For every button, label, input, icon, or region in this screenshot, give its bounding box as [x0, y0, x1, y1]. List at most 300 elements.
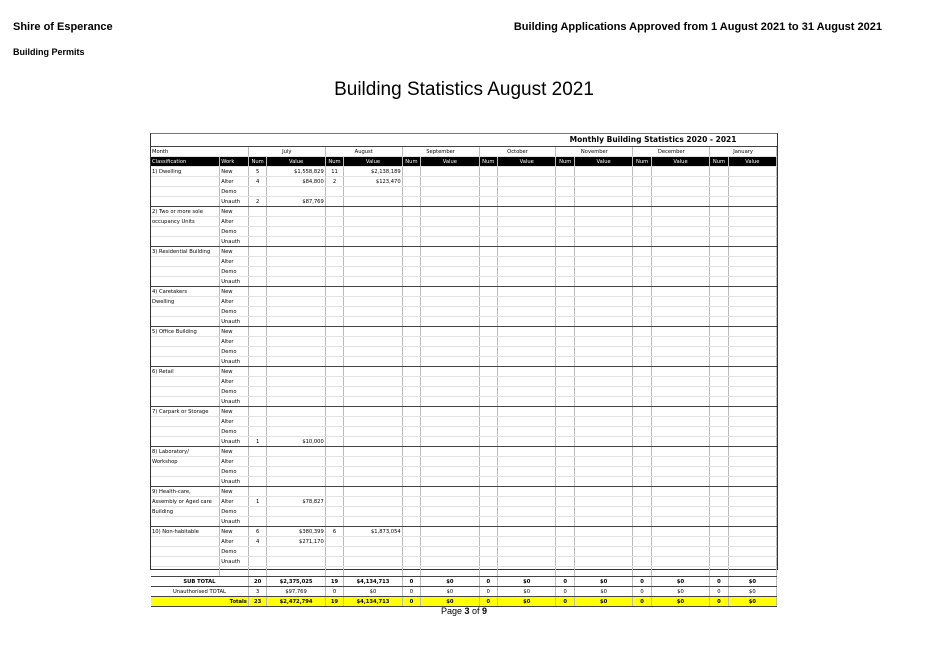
classification-cell	[151, 547, 220, 557]
value-cell	[651, 537, 709, 547]
value-cell: $0	[651, 587, 709, 597]
value-cell	[421, 217, 479, 227]
classification-cell	[151, 267, 220, 277]
value-cell	[267, 507, 325, 517]
table-row	[151, 337, 777, 347]
value-cell	[574, 507, 632, 517]
value-cell	[267, 247, 325, 257]
value-cell	[267, 237, 325, 247]
value-cell	[651, 397, 709, 407]
num-cell	[248, 367, 266, 377]
num-cell	[248, 207, 266, 217]
table-row	[151, 217, 777, 227]
num-cell	[402, 437, 420, 447]
value-cell	[574, 517, 632, 527]
value-cell: $2,138,189	[344, 167, 402, 177]
table-row	[151, 497, 777, 507]
value-cell	[651, 527, 709, 537]
value-cell	[498, 477, 556, 487]
num-cell	[710, 237, 728, 247]
work-cell: Unauth	[220, 277, 249, 287]
num-cell	[402, 407, 420, 417]
value-cell: $87,769	[267, 197, 325, 207]
num-cell	[479, 237, 497, 247]
value-cell	[498, 197, 556, 207]
num-cell: 0	[633, 587, 651, 597]
value-cell: $0	[498, 597, 556, 607]
value-cell	[344, 277, 402, 287]
num-cell	[710, 307, 728, 317]
num-cell	[633, 547, 651, 557]
value-cell	[574, 447, 632, 457]
num-cell	[402, 277, 420, 287]
month-name: July	[248, 147, 325, 157]
value-cell	[574, 477, 632, 487]
num-cell	[402, 457, 420, 467]
num-cell: 19	[325, 577, 343, 587]
value-cell	[651, 257, 709, 267]
value-cell	[344, 327, 402, 337]
num-cell	[325, 237, 343, 247]
value-cell	[421, 457, 479, 467]
num-header: Num	[325, 157, 343, 167]
value-cell	[651, 477, 709, 487]
value-cell	[344, 417, 402, 427]
num-cell	[633, 467, 651, 477]
num-cell	[402, 507, 420, 517]
num-cell	[402, 267, 420, 277]
table-row	[151, 367, 777, 377]
value-cell	[421, 387, 479, 397]
num-cell	[633, 247, 651, 257]
num-cell	[325, 327, 343, 337]
num-cell	[710, 437, 728, 447]
num-cell	[479, 337, 497, 347]
value-cell	[498, 557, 556, 567]
value-cell	[344, 437, 402, 447]
num-cell: 0	[633, 577, 651, 587]
num-cell	[325, 567, 343, 577]
num-cell	[479, 457, 497, 467]
value-cell: $0	[651, 597, 709, 607]
value-cell	[498, 327, 556, 337]
value-cell	[498, 227, 556, 237]
value-cell	[267, 487, 325, 497]
num-cell	[248, 307, 266, 317]
work-cell: New	[220, 247, 249, 257]
num-cell	[710, 367, 728, 377]
value-cell	[267, 407, 325, 417]
value-cell	[728, 487, 776, 497]
value-cell	[267, 547, 325, 557]
num-cell	[633, 197, 651, 207]
value-cell: $0	[421, 597, 479, 607]
num-cell	[633, 237, 651, 247]
num-cell: 0	[556, 587, 574, 597]
classification-cell	[151, 517, 220, 527]
num-cell	[479, 197, 497, 207]
value-cell	[421, 297, 479, 307]
value-cell	[498, 217, 556, 227]
value-cell	[574, 177, 632, 187]
num-cell: 5	[248, 167, 266, 177]
work-cell: Alter	[220, 177, 249, 187]
num-cell	[248, 427, 266, 437]
num-cell	[556, 517, 574, 527]
num-header: Num	[556, 157, 574, 167]
num-header: Num	[633, 157, 651, 167]
value-cell	[421, 567, 479, 577]
num-cell: 6	[325, 527, 343, 537]
table-row	[151, 167, 777, 177]
value-cell	[574, 427, 632, 437]
classification-cell	[151, 417, 220, 427]
value-cell	[728, 457, 776, 467]
classification-cell: 7) Carpark or Storage	[151, 407, 220, 417]
work-cell: Alter	[220, 217, 249, 227]
value-cell	[728, 427, 776, 437]
num-cell	[633, 277, 651, 287]
column-header-row	[151, 157, 777, 167]
num-cell	[710, 417, 728, 427]
num-cell	[402, 177, 420, 187]
value-cell	[344, 267, 402, 277]
num-cell	[556, 437, 574, 447]
value-cell	[421, 337, 479, 347]
table-row	[151, 257, 777, 267]
value-cell	[344, 247, 402, 257]
num-cell	[402, 237, 420, 247]
num-cell	[633, 387, 651, 397]
classification-cell: 9) Health-care,	[151, 487, 220, 497]
classification-cell: 2) Two or more sole	[151, 207, 220, 217]
value-cell	[421, 247, 479, 257]
num-cell	[479, 317, 497, 327]
work-cell: Unauth	[220, 237, 249, 247]
num-cell	[402, 227, 420, 237]
classification-cell	[151, 307, 220, 317]
value-cell	[421, 267, 479, 277]
value-cell	[421, 467, 479, 477]
value-cell	[574, 407, 632, 417]
work-cell: Unauth	[220, 437, 249, 447]
value-cell	[421, 307, 479, 317]
value-cell	[651, 217, 709, 227]
value-cell	[574, 387, 632, 397]
value-cell	[498, 207, 556, 217]
value-cell	[651, 287, 709, 297]
value-cell: $4,134,713	[344, 577, 402, 587]
num-cell	[633, 497, 651, 507]
value-cell	[728, 247, 776, 257]
num-cell	[402, 257, 420, 267]
sheet-banner: Monthly Building Statistics 2020 - 2021	[151, 134, 777, 147]
value-cell	[728, 357, 776, 367]
value-cell	[344, 557, 402, 567]
value-cell: $0	[498, 587, 556, 597]
classification-cell: Building	[151, 507, 220, 517]
num-cell	[479, 427, 497, 437]
classification-cell: 3) Residential Building	[151, 247, 220, 257]
num-cell	[325, 537, 343, 547]
value-cell	[728, 557, 776, 567]
num-cell	[402, 317, 420, 327]
table-row	[151, 517, 777, 527]
table-row	[151, 507, 777, 517]
num-cell	[402, 557, 420, 567]
num-cell	[325, 317, 343, 327]
value-cell	[267, 307, 325, 317]
num-cell	[402, 447, 420, 457]
num-cell	[710, 467, 728, 477]
num-cell	[248, 237, 266, 247]
num-cell	[479, 217, 497, 227]
num-cell	[479, 177, 497, 187]
table-row	[151, 527, 777, 537]
table-row	[151, 327, 777, 337]
num-cell	[402, 357, 420, 367]
num-cell	[248, 267, 266, 277]
num-cell	[710, 277, 728, 287]
value-cell	[498, 177, 556, 187]
table-row	[151, 417, 777, 427]
value-cell	[267, 467, 325, 477]
value-cell	[267, 447, 325, 457]
num-cell: 23	[248, 597, 266, 607]
table-row	[151, 457, 777, 467]
value-cell	[574, 567, 632, 577]
value-cell	[498, 267, 556, 277]
classification-cell	[151, 197, 220, 207]
table-row	[151, 377, 777, 387]
num-cell	[479, 307, 497, 317]
work-cell: Demo	[220, 467, 249, 477]
work-cell: New	[220, 447, 249, 457]
table-row	[151, 317, 777, 327]
value-cell: $0	[421, 577, 479, 587]
footer-of: of	[469, 606, 483, 616]
num-cell	[479, 347, 497, 357]
value-cell	[344, 317, 402, 327]
classification-cell	[151, 257, 220, 267]
value-cell: $0	[344, 587, 402, 597]
value-cell	[267, 327, 325, 337]
num-cell	[325, 467, 343, 477]
num-cell	[402, 477, 420, 487]
month-name: January	[710, 147, 777, 157]
value-cell	[421, 367, 479, 377]
num-cell	[325, 257, 343, 267]
work-cell: Demo	[220, 307, 249, 317]
value-cell	[421, 487, 479, 497]
value-cell	[651, 247, 709, 257]
num-cell	[325, 387, 343, 397]
num-cell	[556, 347, 574, 357]
value-cell	[728, 317, 776, 327]
value-cell	[267, 317, 325, 327]
value-cell	[728, 537, 776, 547]
value-cell	[728, 197, 776, 207]
num-cell	[710, 217, 728, 227]
num-cell	[248, 247, 266, 257]
num-cell	[710, 197, 728, 207]
value-cell	[728, 367, 776, 377]
value-cell	[267, 217, 325, 227]
num-cell	[710, 567, 728, 577]
classification-cell	[151, 537, 220, 547]
value-cell	[651, 487, 709, 497]
num-cell	[633, 447, 651, 457]
num-cell	[325, 417, 343, 427]
value-cell	[728, 187, 776, 197]
value-header: Value	[574, 157, 632, 167]
value-cell: $97,769	[267, 587, 325, 597]
value-cell	[344, 447, 402, 457]
num-cell	[556, 387, 574, 397]
value-cell	[344, 357, 402, 367]
work-cell	[220, 567, 249, 577]
num-cell	[556, 427, 574, 437]
value-cell	[651, 167, 709, 177]
num-cell	[710, 257, 728, 267]
num-cell	[248, 387, 266, 397]
value-cell	[574, 467, 632, 477]
num-cell	[710, 327, 728, 337]
num-cell	[710, 387, 728, 397]
value-cell	[344, 537, 402, 547]
value-cell	[574, 417, 632, 427]
num-cell: 4	[248, 177, 266, 187]
num-cell	[248, 347, 266, 357]
value-cell	[498, 367, 556, 377]
value-cell	[574, 327, 632, 337]
num-cell	[248, 377, 266, 387]
value-cell	[728, 547, 776, 557]
num-cell	[325, 287, 343, 297]
table-row	[151, 567, 777, 577]
month-header-row	[151, 147, 777, 157]
statistics-sheet	[150, 133, 778, 605]
num-cell	[325, 207, 343, 217]
num-cell	[402, 427, 420, 437]
num-cell: 2	[248, 197, 266, 207]
num-cell	[248, 517, 266, 527]
classification-header: Classification	[151, 157, 220, 167]
value-cell: $10,000	[267, 437, 325, 447]
table-row	[151, 247, 777, 257]
value-cell	[344, 377, 402, 387]
classification-cell	[151, 237, 220, 247]
num-cell	[479, 227, 497, 237]
work-cell: Unauth	[220, 197, 249, 207]
classification-cell: 5) Office Building	[151, 327, 220, 337]
value-cell	[421, 557, 479, 567]
classification-cell: 6) Retail	[151, 367, 220, 377]
work-cell: New	[220, 207, 249, 217]
num-cell	[710, 347, 728, 357]
table-row	[151, 187, 777, 197]
value-cell	[421, 507, 479, 517]
value-cell	[498, 397, 556, 407]
page-footer	[0, 606, 928, 616]
num-cell	[479, 567, 497, 577]
value-cell: $0	[574, 597, 632, 607]
value-cell	[574, 307, 632, 317]
value-cell	[728, 257, 776, 267]
value-cell	[728, 517, 776, 527]
value-cell	[344, 407, 402, 417]
num-cell	[556, 457, 574, 467]
value-cell	[344, 197, 402, 207]
value-cell	[421, 257, 479, 267]
value-cell	[421, 327, 479, 337]
num-cell: 2	[325, 177, 343, 187]
num-cell: 0	[479, 597, 497, 607]
num-cell	[479, 497, 497, 507]
work-cell: New	[220, 407, 249, 417]
num-cell	[402, 467, 420, 477]
num-cell	[633, 377, 651, 387]
value-cell	[498, 337, 556, 347]
value-cell	[574, 217, 632, 227]
num-cell	[402, 337, 420, 347]
value-cell	[651, 567, 709, 577]
num-cell	[633, 487, 651, 497]
value-cell	[421, 407, 479, 417]
num-cell	[248, 297, 266, 307]
value-cell	[574, 237, 632, 247]
value-cell	[421, 477, 479, 487]
num-cell: 0	[633, 597, 651, 607]
value-cell	[498, 377, 556, 387]
num-cell	[556, 537, 574, 547]
num-cell	[710, 317, 728, 327]
num-cell	[633, 397, 651, 407]
value-cell	[267, 337, 325, 347]
classification-cell	[151, 187, 220, 197]
value-cell	[498, 247, 556, 257]
num-cell	[325, 187, 343, 197]
num-cell	[325, 347, 343, 357]
num-cell	[633, 567, 651, 577]
num-cell	[479, 407, 497, 417]
work-cell: Demo	[220, 267, 249, 277]
value-cell	[498, 457, 556, 467]
value-cell	[728, 437, 776, 447]
value-cell	[651, 497, 709, 507]
value-cell	[728, 227, 776, 237]
num-cell	[325, 547, 343, 557]
num-cell	[633, 357, 651, 367]
num-cell	[479, 527, 497, 537]
num-cell	[710, 537, 728, 547]
num-cell	[402, 417, 420, 427]
value-cell	[344, 337, 402, 347]
num-cell	[556, 567, 574, 577]
value-cell	[267, 367, 325, 377]
value-cell	[421, 357, 479, 367]
subtotal-row	[151, 577, 777, 587]
num-cell	[710, 227, 728, 237]
value-cell	[574, 247, 632, 257]
num-cell	[248, 487, 266, 497]
value-cell	[651, 387, 709, 397]
value-cell	[651, 337, 709, 347]
value-cell	[728, 387, 776, 397]
classification-cell	[151, 317, 220, 327]
classification-cell	[151, 437, 220, 447]
value-cell: $0	[498, 577, 556, 587]
